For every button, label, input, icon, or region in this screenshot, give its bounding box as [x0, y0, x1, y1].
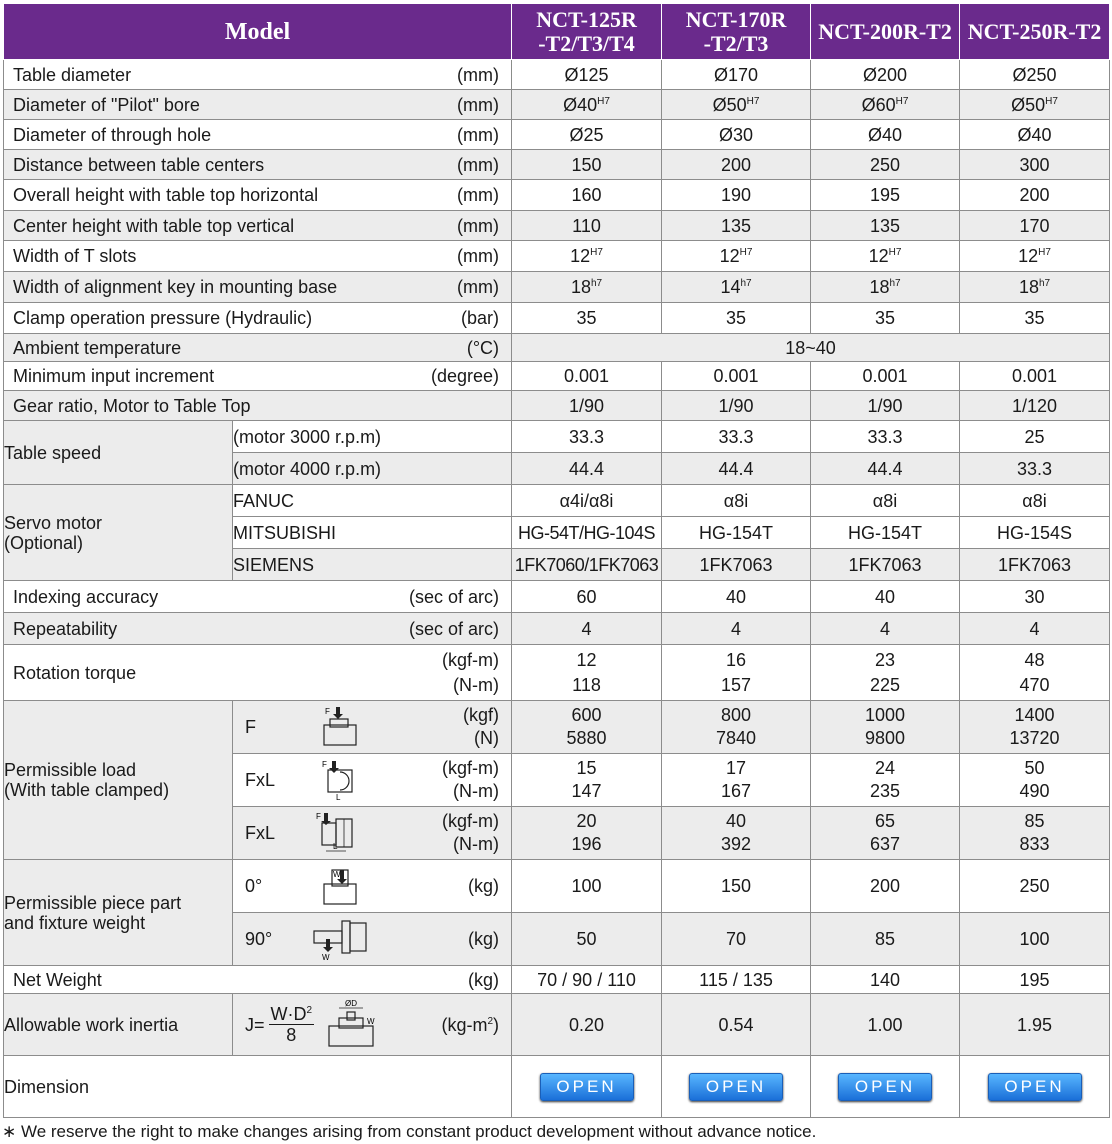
row-piece-weight-0: [4, 860, 1110, 913]
row-pilot-bore: [4, 90, 1110, 120]
table-cell: 0.20: [512, 994, 662, 1056]
table-cell: 150: [512, 150, 662, 180]
label: Diameter of "Pilot" bore: [13, 94, 200, 115]
table-cell: 33.3: [811, 421, 960, 453]
table-cell: 0° W (kg): [233, 860, 512, 913]
table-cell: 0.54: [662, 994, 811, 1056]
table-cell: 1FK7060/1FK7063: [512, 549, 662, 581]
table-cell: 1.95: [960, 994, 1110, 1056]
table-cell: 30: [960, 581, 1110, 613]
table-cell: J= $\frac{W\cdot D^2}{8}$ ØD W $(kg-m^2)$: [233, 994, 512, 1056]
table-cell: 15 147: [512, 754, 662, 807]
table-cell: 0.001: [662, 362, 811, 391]
row-rotation-torque: [4, 645, 1110, 701]
table-cell: 160: [512, 180, 662, 211]
table-cell: Repeatability (sec of arc): [4, 613, 512, 645]
row-dimension: [4, 1056, 1110, 1118]
row-repeatability: [4, 613, 1110, 645]
table-cell: [4, 90, 512, 120]
table-cell: [662, 1056, 811, 1118]
table-cell: [4, 60, 512, 90]
table-cell: 1.00: [811, 994, 960, 1056]
table-cell: Distance between table centers (mm): [4, 150, 512, 180]
table-cell: 35: [811, 303, 960, 334]
table-cell: Ambient temperature (°C): [4, 334, 512, 362]
row-table-diameter: [4, 60, 1110, 90]
row-work-inertia: [4, 994, 1110, 1056]
table-cell: 1400 13720: [960, 701, 1110, 754]
table-cell: $18^{h7}$: [811, 272, 960, 303]
table-cell: 18~40: [512, 334, 1110, 362]
header-row: [4, 4, 1110, 60]
svg-text:W: W: [322, 953, 330, 961]
table-cell: Width of alignment key in mounting base (mm): [4, 272, 512, 303]
row-gear-ratio: [4, 391, 1110, 421]
tilt-moment-icon: [305, 811, 375, 855]
table-cell: α4i/α8i: [512, 485, 662, 517]
cell: Ø125: [512, 60, 662, 90]
table-cell: 90° W (kg): [233, 913, 512, 966]
svg-text:ØD: ØD: [345, 999, 358, 1008]
row-ambient-temp: [4, 334, 1110, 362]
table-cell: [960, 1056, 1110, 1118]
table-cell: 33.3: [512, 421, 662, 453]
table-cell: Clamp operation pressure (Hydraulic) (bar): [4, 303, 512, 334]
table-cell: 135: [811, 211, 960, 241]
table-cell: 4: [811, 613, 960, 645]
table-cell: (motor 3000 r.p.m): [233, 421, 512, 453]
row-servo-fanuc: [4, 485, 1110, 517]
cell: Ø170: [662, 60, 811, 90]
table-cell: 17 167: [662, 754, 811, 807]
table-cell: 200: [662, 150, 811, 180]
label: Table diameter: [13, 64, 132, 85]
row-table-speed-3000: [4, 421, 1110, 453]
table-cell: Rotation torque (kgf-m) (N-m): [4, 645, 512, 701]
table-cell: α8i: [811, 485, 960, 517]
table-cell: $18^{h7}$: [960, 272, 1110, 303]
table-cell: 33.3: [662, 421, 811, 453]
table-cell: $14^{h7}$: [662, 272, 811, 303]
table-cell: Gear ratio, Motor to Table Top: [4, 391, 512, 421]
table-cell: 25: [960, 421, 1110, 453]
row-overall-height: [4, 180, 1110, 211]
table-cell: 1/90: [512, 391, 662, 421]
table-cell: 4: [512, 613, 662, 645]
svg-text:L: L: [336, 793, 341, 802]
row-indexing-accuracy: [4, 581, 1110, 613]
table-cell: 85: [811, 913, 960, 966]
table-cell: FxL F L (kgf-m) (N-m): [233, 754, 512, 807]
table-cell: 140: [811, 966, 960, 994]
row-t-slots: [4, 241, 1110, 272]
table-cell: $12^{H7}$: [662, 241, 811, 272]
label-dimension: Dimension: [4, 1056, 512, 1118]
table-cell: 44.4: [811, 453, 960, 485]
row-perm-load-f: [4, 701, 1110, 754]
table-cell: 300: [960, 150, 1110, 180]
table-cell: 16 157: [662, 645, 811, 701]
row-clamp-pressure: [4, 303, 1110, 334]
table-cell: 48 470: [960, 645, 1110, 701]
table-cell: 1FK7063: [662, 549, 811, 581]
table-cell: $12^{H7}$: [512, 241, 662, 272]
table-cell: 115 / 135: [662, 966, 811, 994]
table-cell: (motor 4000 r.p.m): [233, 453, 512, 485]
table-cell: Ø30: [662, 120, 811, 150]
table-cell: [811, 1056, 960, 1118]
table-cell: $12^{H7}$: [811, 241, 960, 272]
table-cell: FANUC: [233, 485, 512, 517]
table-cell: Ø40: [811, 120, 960, 150]
inertia-icon: [318, 1000, 388, 1050]
cell: $Ø50^{H7}$: [960, 90, 1110, 120]
table-cell: F F (kgf) (N): [233, 701, 512, 754]
table-cell: 135: [662, 211, 811, 241]
model-header: Model: [4, 4, 512, 60]
table-cell: 44.4: [662, 453, 811, 485]
label-servo-motor: Servo motor (Optional): [4, 485, 233, 581]
svg-text:L: L: [333, 842, 338, 851]
table-cell: Overall height with table top horizontal (mm): [4, 180, 512, 211]
svg-text:F: F: [325, 707, 330, 716]
table-cell: Width of T slots (mm): [4, 241, 512, 272]
row-net-weight: [4, 966, 1110, 994]
row-alignment-key: [4, 272, 1110, 303]
table-cell: SIEMENS: [233, 549, 512, 581]
table-cell: 195: [811, 180, 960, 211]
table-cell: MITSUBISHI: [233, 517, 512, 549]
open-button-nct-200r[interactable]: OPEN: [838, 1073, 932, 1101]
table-cell: 150: [662, 860, 811, 913]
table-cell: 44.4: [512, 453, 662, 485]
table-cell: 1/120: [960, 391, 1110, 421]
table-cell: 60: [512, 581, 662, 613]
inertia-formula: J= $\frac{W\cdot D^2}{8}$: [245, 1004, 313, 1045]
table-cell: Indexing accuracy (sec of arc): [4, 581, 512, 613]
table-cell: 190: [662, 180, 811, 211]
row-through-hole: [4, 120, 1110, 150]
label-permissible-load: Permissible load (With table clamped): [4, 701, 233, 860]
unit: (mm): [457, 94, 500, 115]
open-button-nct-250r[interactable]: OPEN: [988, 1073, 1082, 1101]
table-cell: 0.001: [960, 362, 1110, 391]
spec-table-wrapper: [3, 3, 1109, 1118]
table-cell: 23 225: [811, 645, 960, 701]
label-table-speed: Table speed: [4, 421, 233, 485]
table-cell: 4: [960, 613, 1110, 645]
table-cell: $18^{h7}$: [512, 272, 662, 303]
table-cell: HG-154T: [811, 517, 960, 549]
table-cell: 200: [811, 860, 960, 913]
table-cell: 100: [960, 913, 1110, 966]
table-cell: 70 / 90 / 110: [512, 966, 662, 994]
table-cell: 33.3: [960, 453, 1110, 485]
cell: Ø250: [960, 60, 1110, 90]
horizontal-weight-icon: [305, 864, 375, 908]
table-cell: α8i: [662, 485, 811, 517]
cell: $Ø40^{H7}$: [512, 90, 662, 120]
spec-table: [3, 3, 1110, 1118]
header-nct-125r: NCT-125R -T2/T3/T4: [512, 4, 662, 60]
table-cell: 35: [512, 303, 662, 334]
table-cell: 250: [960, 860, 1110, 913]
table-cell: 100: [512, 860, 662, 913]
table-cell: HG-154S: [960, 517, 1110, 549]
table-cell: 600 5880: [512, 701, 662, 754]
svg-text:W: W: [367, 1016, 375, 1026]
table-cell: Diameter of through hole (mm): [4, 120, 512, 150]
open-button-nct-125r[interactable]: OPEN: [540, 1073, 634, 1101]
table-cell: HG-54T/HG-104S: [512, 517, 662, 549]
label-piece-weight: Permissible piece part and fixture weight: [4, 860, 233, 966]
table-cell: 70: [662, 913, 811, 966]
table-cell: Minimum input increment (degree): [4, 362, 512, 391]
header-nct-200r: NCT-200R-T2: [811, 4, 960, 60]
table-cell: 110: [512, 211, 662, 241]
moment-load-icon: [305, 758, 375, 802]
table-cell: 65 637: [811, 807, 960, 860]
table-cell: 1FK7063: [811, 549, 960, 581]
row-distance-centers: [4, 150, 1110, 180]
svg-text:W: W: [333, 870, 341, 879]
table-cell: 1/90: [811, 391, 960, 421]
table-cell: 250: [811, 150, 960, 180]
disclaimer-note: ∗ We reserve the right to make changes arising from constant product development without advance notice.: [2, 1122, 817, 1141]
table-cell: 40: [811, 581, 960, 613]
table-cell: 24 235: [811, 754, 960, 807]
svg-text:F: F: [322, 760, 327, 769]
table-cell: Center height with table top vertical (mm): [4, 211, 512, 241]
table-cell: 4: [662, 613, 811, 645]
label-work-inertia: Allowable work inertia: [4, 994, 233, 1056]
table-cell: 0.001: [811, 362, 960, 391]
table-cell: 20 196: [512, 807, 662, 860]
table-cell: 40 392: [662, 807, 811, 860]
table-cell: 35: [662, 303, 811, 334]
table-cell: 195: [960, 966, 1110, 994]
table-cell: 800 7840: [662, 701, 811, 754]
table-cell: 1/90: [662, 391, 811, 421]
table-cell: 170: [960, 211, 1110, 241]
table-cell: Net Weight (kg): [4, 966, 512, 994]
header-nct-250r: NCT-250R-T2: [960, 4, 1110, 60]
table-cell: 12 118: [512, 645, 662, 701]
vertical-weight-icon: [305, 917, 375, 961]
table-cell: 35: [960, 303, 1110, 334]
table-cell: FxL F L (kgf-m) (N-m): [233, 807, 512, 860]
table-cell: [512, 1056, 662, 1118]
table-cell: Ø25: [512, 120, 662, 150]
table-cell: 85 833: [960, 807, 1110, 860]
cell: $Ø60^{H7}$: [811, 90, 960, 120]
table-cell: α8i: [960, 485, 1110, 517]
header-nct-170r: NCT-170R -T2/T3: [662, 4, 811, 60]
table-cell: HG-154T: [662, 517, 811, 549]
open-button-nct-170r[interactable]: OPEN: [689, 1073, 783, 1101]
table-cell: 50 490: [960, 754, 1110, 807]
table-cell: 0.001: [512, 362, 662, 391]
svg-text:F: F: [316, 812, 321, 821]
cell: $Ø50^{H7}$: [662, 90, 811, 120]
table-cell: Ø40: [960, 120, 1110, 150]
row-min-increment: [4, 362, 1110, 391]
table-cell: 50: [512, 913, 662, 966]
table-cell: $12^{H7}$: [960, 241, 1110, 272]
table-cell: 200: [960, 180, 1110, 211]
table-cell: 1FK7063: [960, 549, 1110, 581]
axial-load-icon: [305, 705, 375, 749]
unit: (mm): [457, 64, 500, 85]
row-center-height: [4, 211, 1110, 241]
table-cell: 1000 9800: [811, 701, 960, 754]
cell: Ø200: [811, 60, 960, 90]
table-cell: 40: [662, 581, 811, 613]
